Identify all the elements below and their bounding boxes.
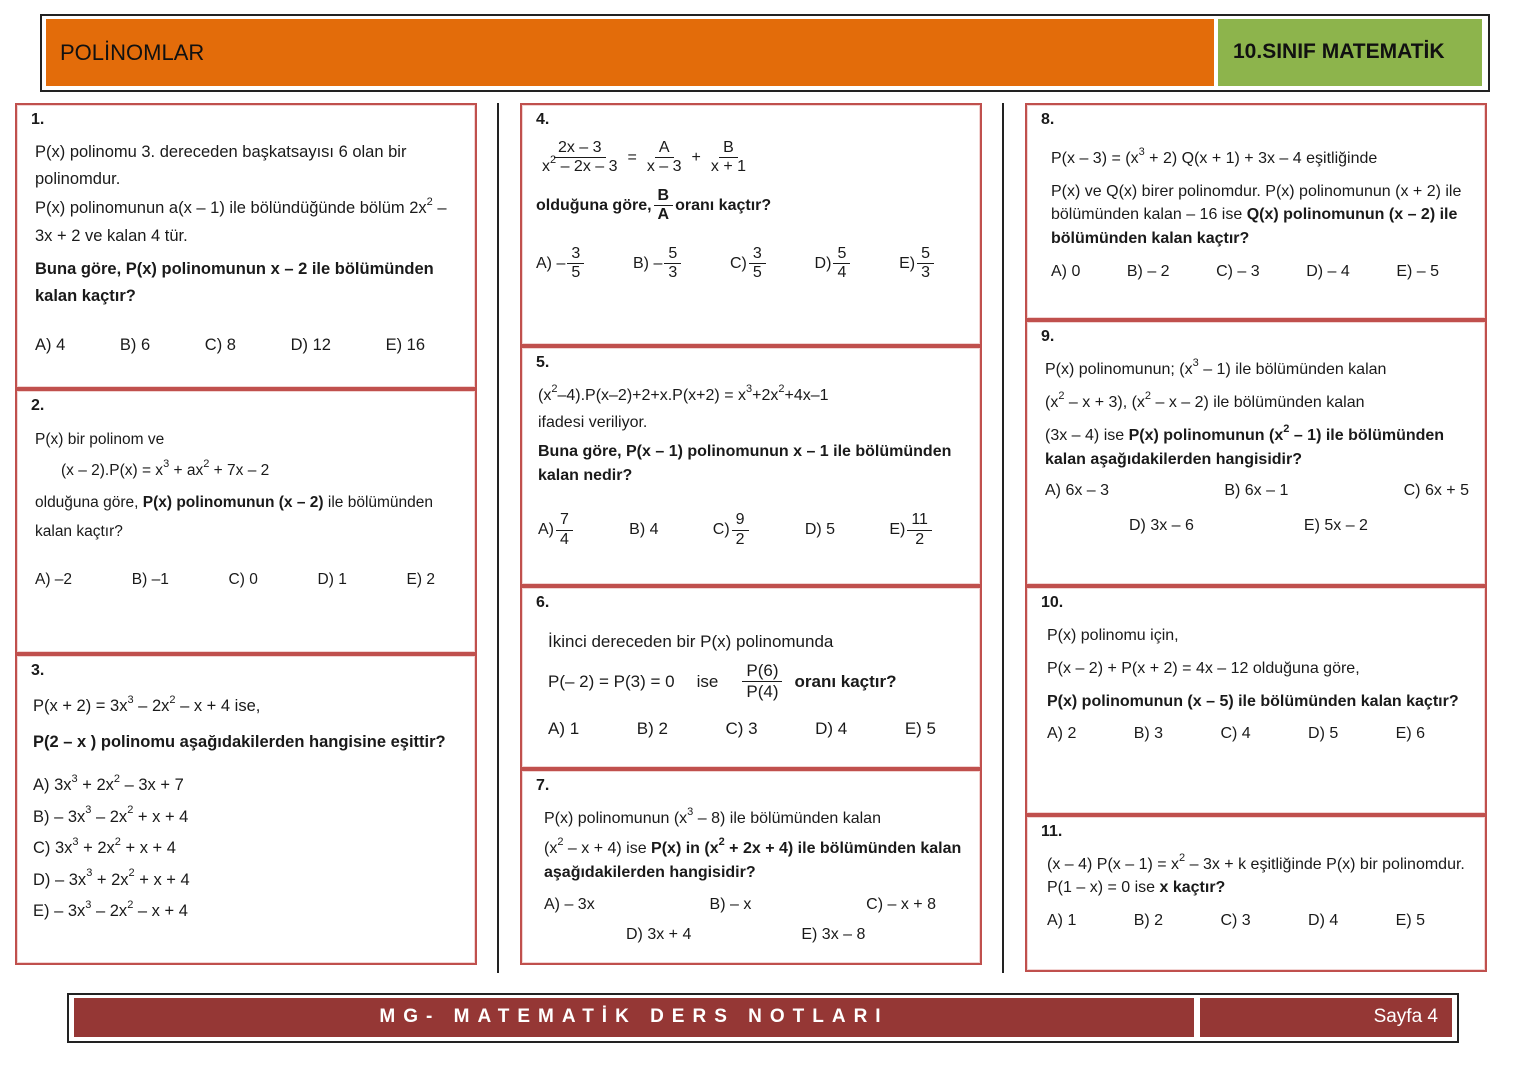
option-a[interactable]: A) 6x – 3 — [1045, 481, 1110, 499]
question-prompt: $(x^2 - x + 4)$ ise P(x) in $(x^2 + 2x + 4)$ ile bölümünden kalan aşağıdakilerden hangisidir? — [544, 835, 962, 881]
option-c[interactable]: C) 6x + 5 — [1403, 481, 1469, 499]
option-d[interactable]: D) 1 — [317, 570, 347, 588]
option-e[interactable]: E) 2 — [406, 570, 435, 588]
answer-options — [35, 565, 465, 594]
column-separator — [497, 103, 499, 973]
option-e[interactable]: E) – 5 — [1396, 262, 1439, 280]
answer-options — [1045, 514, 1475, 537]
question-prompt: olduğuna göre, $\frac{B}{A}$ oranı kaçtır? — [536, 186, 772, 224]
question-prompt: P(x) ve Q(x) birer polinomdur. P(x) polinomunun (x + 2) ile bölümünden kalan – 16 ise Q(x) polinomunun (x – 2) ile bölümünden kalan kaçtır? — [1051, 183, 1462, 247]
question-number: 1. — [31, 111, 45, 128]
option-e[interactable]: E) 5 — [904, 719, 936, 739]
option-e[interactable]: E) 3x – 8 — [801, 926, 866, 943]
question-text: P(x) polinomunun a(x – 1) ile bölündüğünde bölüm $2x^2 - 3x + 2$ ve kalan 4 tür. — [35, 195, 447, 245]
question-3 — [15, 654, 477, 965]
option-b[interactable]: B) 2 — [1133, 912, 1164, 930]
option-c[interactable]: C) 4 — [1220, 724, 1251, 742]
option-d[interactable]: D) – 4 — [1306, 262, 1350, 280]
question-prompt: P(x) polinomunun (x – 5) ile bölümünden kalan kaçtır? — [1047, 693, 1459, 711]
option-b[interactable]: B) – x — [709, 896, 752, 913]
option-a[interactable]: A) 1 — [548, 719, 580, 739]
option-c[interactable]: C) 0 — [228, 570, 258, 588]
option-c[interactable]: C) – 3 — [1216, 262, 1260, 280]
question-equation: P(x – 2) + P(x + 2) = 4x – 12 olduğuna göre, — [1047, 660, 1360, 678]
option-a[interactable]: A) 0 — [1051, 262, 1081, 280]
option-e[interactable]: $E) - 3x^3 - 2x^2 - x + 4$ — [33, 898, 188, 921]
question-prompt: Buna göre, P(x – 1) polinomunun x – 1 ile bölümünden kalan nedir? — [538, 442, 952, 485]
option-d[interactable]: D) 4 — [1308, 912, 1339, 930]
question-number: 5. — [536, 354, 550, 371]
option-c[interactable]: C) $3x^3 + 2x^2 + x + 4$ — [33, 835, 176, 858]
option-b[interactable]: B) 2 — [636, 719, 668, 739]
question-number: 2. — [31, 397, 45, 414]
question-number: 6. — [536, 594, 550, 611]
question-prompt: olduğuna göre, P(x) polinomunun (x – 2) ile bölümünden kalan kaçtır? — [35, 493, 434, 541]
answer-options — [1047, 722, 1475, 745]
option-e[interactable]: E) 16 — [385, 336, 425, 355]
question-number: 9. — [1041, 328, 1055, 345]
question-11 — [1025, 815, 1487, 972]
answer-options — [548, 715, 970, 742]
option-d[interactable]: D) 3x – 6 — [1129, 516, 1194, 534]
option-e[interactable]: E) $\frac{11}{2}$ — [889, 511, 934, 549]
option-d[interactable]: $D) - 3x^3 + 2x^2 + x + 4$ — [33, 867, 190, 889]
question-text: İkinci dereceden bir P(x) polinomunda — [548, 632, 834, 651]
question-2 — [15, 389, 477, 654]
option-d[interactable]: D) $\frac{5}{4}$ — [815, 245, 853, 283]
grade-label: 10.SINIF MATEMATİK — [1218, 19, 1482, 86]
question-prompt: P(– 2) = P(3) = 0 ise $\frac{P(6)}{P(4)}$ oranı kaçtır? — [548, 661, 897, 701]
option-d[interactable]: D) 5 — [1308, 724, 1339, 742]
answer-options — [538, 511, 970, 549]
question-9 — [1025, 320, 1487, 586]
question-text: P(x) polinomu için, — [1047, 627, 1179, 644]
question-7 — [520, 769, 982, 965]
question-equation: $(x^2-4).P(x-2)+2+x.P(x+2) = x^3+2x^2+4x-1$ — [538, 382, 829, 404]
option-a[interactable]: A) –2 — [35, 570, 73, 588]
question-text: P(x) polinomu 3. dereceden başkatsayısı 6 olan bir polinomdur. — [35, 143, 407, 189]
footer-brand: MG- MATEMATİK DERS NOTLARI — [74, 998, 1194, 1037]
option-c[interactable]: C) – x + 8 — [866, 896, 936, 913]
option-d[interactable]: D) 4 — [815, 719, 848, 739]
option-a[interactable]: A) $\frac{7}{4}$ — [538, 511, 575, 549]
option-c[interactable]: C) $\frac{9}{2}$ — [713, 511, 751, 549]
question-1 — [15, 103, 477, 389]
answer-options — [1045, 479, 1475, 502]
option-b[interactable]: B) 3 — [1133, 724, 1164, 742]
question-equation: $P(x - 3) = (x^3 + 2) Q(x + 1) + 3x - 4$ eşitliğinde — [1051, 145, 1378, 167]
option-d[interactable]: D) 3x + 4 — [626, 926, 692, 943]
column-separator — [1002, 103, 1004, 973]
question-text: ifadesi veriliyor. — [538, 413, 648, 431]
option-c[interactable]: C) 3 — [725, 719, 758, 739]
question-prompt: (3x – 4) ise P(x) polinomunun $(x^2 - 1)$ ile bölümünden kalan aşağıdakilerden hangisidir? — [1045, 423, 1445, 468]
question-number: 3. — [31, 662, 45, 679]
answer-options — [35, 332, 465, 359]
question-prompt: P(2 – x ) polinomu aşağıdakilerden hangisine eşittir? — [33, 732, 446, 751]
answer-options — [536, 245, 970, 283]
option-a[interactable]: A) – 3x — [544, 896, 595, 913]
option-a[interactable]: A) $3x^3 + 2x^2 - 3x + 7$ — [33, 772, 184, 795]
option-b[interactable]: B) 6x – 1 — [1224, 481, 1289, 499]
answer-options — [544, 893, 970, 917]
option-b[interactable]: B) 6 — [119, 336, 151, 355]
answer-options — [1051, 260, 1475, 283]
question-number: 11. — [1041, 823, 1063, 840]
question-number: 4. — [536, 111, 550, 128]
option-a[interactable]: A) – $\frac{3}{5}$ — [536, 245, 586, 283]
question-6 — [520, 586, 982, 769]
question-text: P(x) bir polinom ve — [35, 431, 165, 448]
question-text: P(x) polinomunun $(x^3 - 8)$ ile bölümünden kalan — [544, 805, 881, 827]
option-c[interactable]: C) $\frac{3}{5}$ — [730, 245, 768, 283]
answer-options — [1047, 909, 1475, 932]
option-a[interactable]: A) 4 — [35, 336, 66, 355]
question-4 — [520, 103, 982, 346]
option-a[interactable]: A) 1 — [1047, 912, 1077, 930]
option-e[interactable]: E) $\frac{5}{3}$ — [899, 245, 936, 283]
question-equation: $P(x + 2) = 3x^3 - 2x^2 - x + 4$ ise, — [33, 693, 261, 715]
question-number: 10. — [1041, 594, 1064, 611]
option-c[interactable]: C) 3 — [1220, 912, 1251, 930]
option-d[interactable]: D) 12 — [290, 336, 331, 355]
option-e[interactable]: E) 6 — [1395, 724, 1425, 742]
question-text: P(x) polinomunun; $(x^3 - 1)$ ile bölümünden kalan — [1045, 356, 1387, 378]
option-b[interactable]: B) –1 — [131, 570, 169, 588]
option-c[interactable]: C) 8 — [204, 336, 236, 355]
question-equation: $(x - 2).P(x) = x^3 + ax^2 + 7x - 2$ — [61, 458, 270, 480]
question-prompt: (x – 4) $P(x - 1) = x^2 - 3x + k$ eşitliğinde P(x) bir polinomdur. P(1 – x) = 0 ise x kaçtır? — [1047, 851, 1465, 897]
option-e[interactable]: E) 5x – 2 — [1303, 516, 1368, 534]
option-b[interactable]: $B) - 3x^3 - 2x^2 + x + 4$ — [33, 804, 189, 826]
option-b[interactable]: B) – $\frac{5}{3}$ — [633, 245, 683, 283]
option-a[interactable]: A) 2 — [1047, 724, 1077, 742]
question-number: 7. — [536, 777, 550, 794]
question-prompt: Buna göre, P(x) polinomunun x – 2 ile bölümünden kalan kaçtır? — [35, 259, 434, 306]
answer-options — [33, 773, 465, 925]
option-b[interactable]: B) 4 — [629, 520, 659, 538]
option-e[interactable]: E) 5 — [1395, 912, 1425, 930]
answer-options — [544, 923, 970, 947]
question-8 — [1025, 103, 1487, 320]
option-d[interactable]: D) 5 — [804, 520, 836, 538]
question-equation: $\frac{2x - 3}{x^2 - 2x - 3}$ = $\frac{A}{x - 3}$ + $\frac{B}{x + 1}$ — [542, 139, 747, 176]
page-title: POLİNOMLAR — [46, 19, 1214, 86]
question-5 — [520, 346, 982, 586]
question-number: 8. — [1041, 111, 1055, 128]
question-text: $(x^2 - x + 3)$, ($x^2$ – x – 2) ile bölümünden kalan — [1045, 389, 1365, 412]
question-10 — [1025, 586, 1487, 815]
option-b[interactable]: B) – 2 — [1126, 262, 1170, 280]
page-number: Sayfa 4 — [1200, 998, 1452, 1037]
